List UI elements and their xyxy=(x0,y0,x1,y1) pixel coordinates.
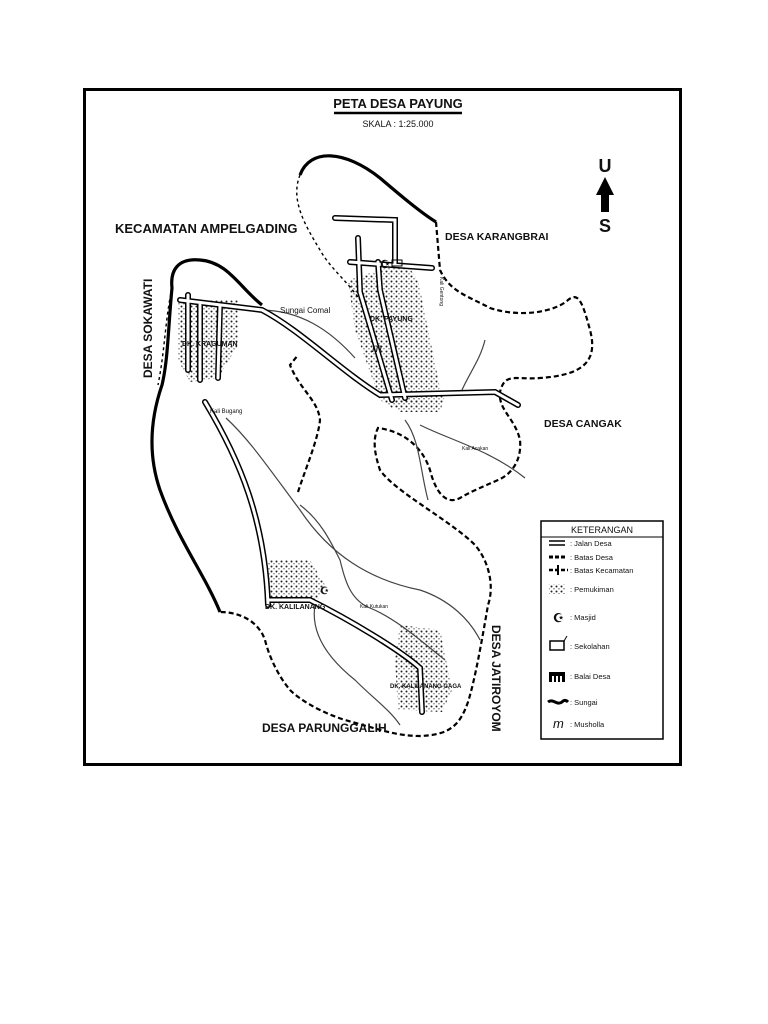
legend-item-label: : Jalan Desa xyxy=(570,539,612,548)
label-dk-payung: DK. PAYUNG xyxy=(370,316,413,323)
label-desa-karangbrai: DESA KARANGBRAI xyxy=(445,231,549,243)
settlement-payung-south xyxy=(390,395,445,412)
label-dk-kraguman: DK. KRAGUMAN xyxy=(182,341,238,348)
musholla-icon: m xyxy=(553,716,564,731)
map-scale: SKALA : 1:25.000 xyxy=(362,119,434,129)
legend xyxy=(541,521,663,739)
legend-item-label: : Batas Kecamatan xyxy=(570,566,634,575)
legend-item-label: : Sungai xyxy=(570,698,598,707)
map-title: PETA DESA PAYUNG xyxy=(333,96,463,111)
balai-desa-icon xyxy=(549,672,565,682)
label-sungai-comal: Sungai Comal xyxy=(280,306,331,315)
musholla-icon: m xyxy=(372,341,382,355)
label-dk-kalilanang: DK. KALILANANG xyxy=(265,604,326,611)
label-kali-gentong: Kali Gentong xyxy=(438,277,444,306)
svg-text:U: U xyxy=(598,156,612,176)
label-dk-kalilanang-gaga: DK. KALILANANG GAGA xyxy=(390,684,462,690)
svg-text:S: S xyxy=(598,216,612,236)
village-roads xyxy=(180,218,518,712)
label-desa-sokawati: DESA SOKAWATI xyxy=(141,278,155,378)
legend-item-label: : Balai Desa xyxy=(570,672,611,681)
legend-title: KETERANGAN xyxy=(570,525,634,535)
label-desa-cangak: DESA CANGAK xyxy=(544,418,622,430)
pemukiman-icon xyxy=(549,584,565,594)
legend-item-label: : Pemukiman xyxy=(570,585,614,594)
north-arrow-icon xyxy=(596,156,614,236)
legend-item-label: : Batas Desa xyxy=(570,553,613,562)
legend-item-label: : Musholla xyxy=(570,720,605,729)
masjid-icon: ☪ xyxy=(320,586,329,597)
label-kali-bugang: Kali Bugang xyxy=(210,409,243,415)
label-desa-parunggalih: DESA PARUNGGALIH xyxy=(262,721,387,735)
masjid-icon: ☪ xyxy=(553,611,564,625)
legend-item-label: : Sekolahan xyxy=(570,642,610,651)
label-desa-jatiroyom: DESA JATIROYOM xyxy=(489,625,503,732)
label-kali-acakan: Kali Acakan xyxy=(462,446,489,452)
masjid-icon: ☪ xyxy=(380,259,390,271)
label-kali-kutukan: Kali Kutukan xyxy=(360,604,389,610)
river-east xyxy=(462,340,485,390)
label-kecamatan-ampelgading: KECAMATAN AMPELGADING xyxy=(115,221,298,236)
legend-item-label: : Masjid xyxy=(570,613,596,622)
river-kali-acakan xyxy=(405,420,525,500)
